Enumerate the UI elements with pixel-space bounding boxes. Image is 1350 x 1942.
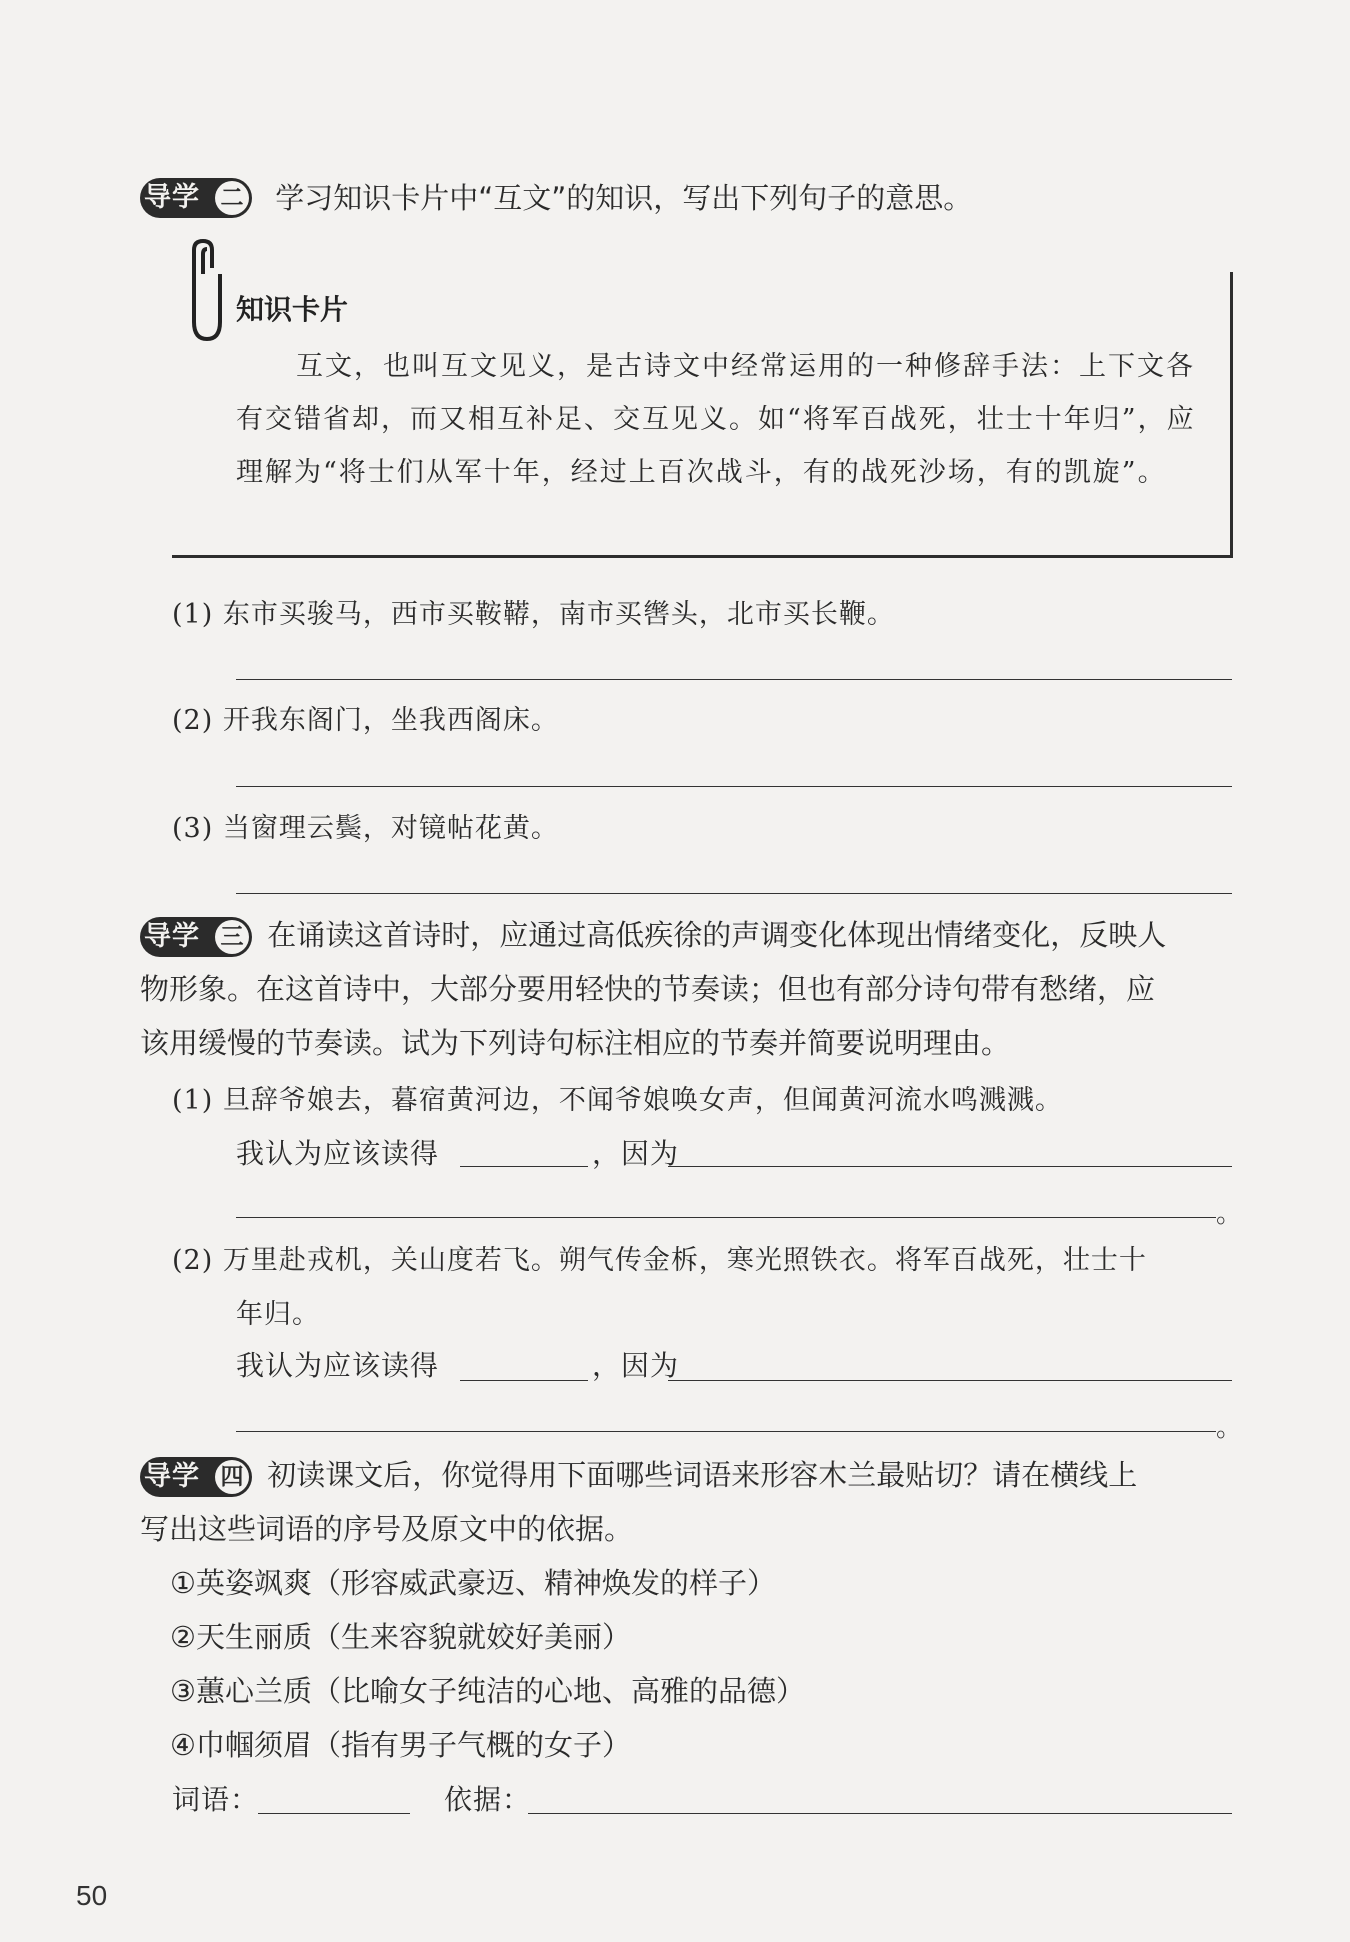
answer-line-2-3[interactable] bbox=[236, 893, 1232, 894]
words-label: 词语： bbox=[172, 1783, 260, 1816]
option-1: ①英姿飒爽（形容威武豪迈、精神焕发的样子） bbox=[170, 1566, 776, 1600]
period-1: 。 bbox=[1216, 1199, 1243, 1229]
section-3-answer-1-prefix: 我认为应该读得 bbox=[236, 1137, 440, 1170]
option-3: ③蕙心兰质（比喻女子纯洁的心地、高雅的品德） bbox=[170, 1674, 805, 1708]
section-3-question-2: (2) 万里赴戎机，关山度若飞。朔气传金柝，寒光照铁衣。将军百战死，壮士十 bbox=[172, 1245, 1147, 1276]
knowledge-card-body: 互文，也叫互文见义，是古诗文中经常运用的一种修辞手法：上下文各有交错省却，而又相互补足、交互见义。如“将军百战死，壮士十年归”，应理解为“将士们从军十年，经过上百次战斗，有的战死沙场，有的凯旋”。 bbox=[236, 351, 1196, 488]
option-4: ④巾帼须眉（指有男子气概的女子） bbox=[170, 1728, 631, 1762]
section-2-question-3: (3) 当窗理云鬓，对镜帖花黄。 bbox=[172, 813, 559, 844]
section-3-answer-2-prefix: 我认为应该读得 bbox=[236, 1349, 440, 1382]
section-4-badge: 导学 四 bbox=[140, 1457, 252, 1497]
section-2-question-1: (1) 东市买骏马，西市买鞍鞯，南市买辔头，北市买长鞭。 bbox=[172, 599, 895, 630]
answer-line-2-2[interactable] bbox=[236, 786, 1232, 787]
words-blank[interactable] bbox=[258, 1813, 410, 1814]
reason-blank-1b[interactable] bbox=[236, 1217, 1216, 1218]
reason-blank-2a[interactable] bbox=[668, 1380, 1232, 1381]
period-2: 。 bbox=[1216, 1413, 1243, 1443]
section-2-heading bbox=[140, 170, 972, 225]
section-3-intro: 导学 三 在诵读这首诗时，应通过高低疾徐的声调变化体现出情绪变化，反映人 物形象。在这首诗中，大部分要用轻快的节奏读；但也有部分诗句带有愁绪，应 该用缓慢的节奏读。试为下列诗句标注相应的节奏并简要说明理由。 bbox=[140, 918, 1167, 1060]
answer-line-2-1[interactable] bbox=[236, 679, 1232, 680]
section-3-question-1: (1) 旦辞爷娘去，暮宿黄河边，不闻爷娘唤女声，但闻黄河流水鸣溅溅。 bbox=[172, 1085, 1063, 1116]
rhythm-blank-1[interactable] bbox=[460, 1166, 588, 1167]
section-3-question-2-cont: 年归。 bbox=[236, 1299, 320, 1330]
knowledge-card-title: 知识卡片 bbox=[236, 293, 349, 326]
reason-blank-1a[interactable] bbox=[668, 1166, 1232, 1167]
basis-label: 依据： bbox=[444, 1783, 532, 1816]
option-2: ②天生丽质（生来容貌就姣好美丽） bbox=[170, 1620, 631, 1654]
section-2-question-2: (2) 开我东阁门，坐我西阁床。 bbox=[172, 705, 559, 736]
basis-blank[interactable] bbox=[528, 1813, 1232, 1814]
rhythm-blank-2[interactable] bbox=[460, 1380, 588, 1381]
reason-blank-2b[interactable] bbox=[236, 1431, 1216, 1432]
section-4-options bbox=[170, 1556, 1230, 1772]
section-4-intro: 导学 四 初读课文后，你觉得用下面哪些词语来形容木兰最贴切？请在横线上 写出这些词语的序号及原文中的依据。 bbox=[140, 1458, 1138, 1546]
section-2-intro: 学习知识卡片中“互文”的知识，写出下列句子的意思。 bbox=[275, 180, 973, 215]
page-number: 50 bbox=[76, 1880, 108, 1911]
section-3-badge: 导学 三 bbox=[140, 917, 252, 957]
section-2-badge: 导学 二 bbox=[140, 178, 252, 218]
section-3-answer-1-because: ，因为 bbox=[592, 1137, 680, 1170]
section-3-answer-2-because: ，因为 bbox=[592, 1349, 680, 1382]
